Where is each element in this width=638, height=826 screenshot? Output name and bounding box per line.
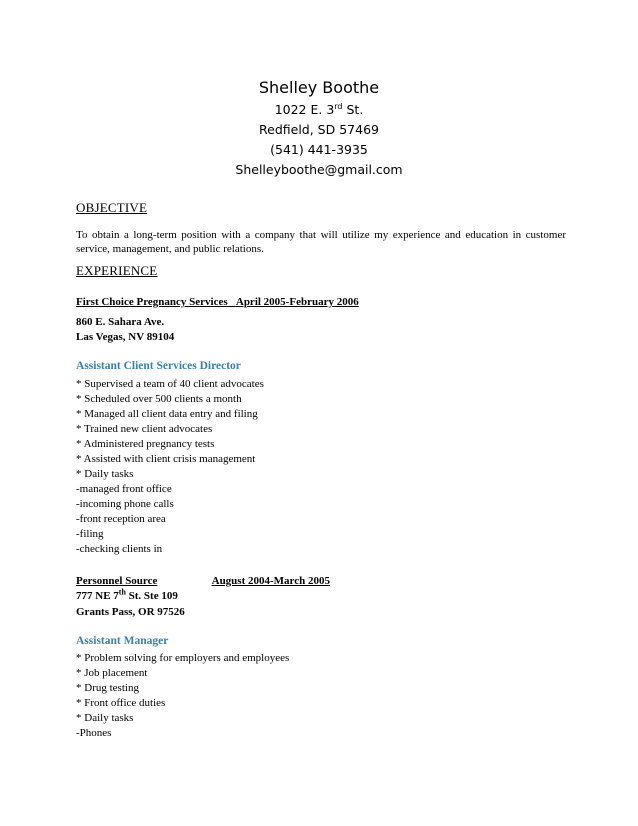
- list-item: * Scheduled over 500 clients a month: [76, 393, 242, 405]
- job-2-company-line: [76, 575, 330, 587]
- list-item: * Daily tasks: [76, 712, 134, 724]
- objective-text: To obtain a long-term position with a company that will utilize my experience and education in customer service, management, and public relations.: [76, 229, 566, 255]
- email-address[interactable]: Shelleyboothe@gmail.com: [235, 162, 403, 177]
- list-item: * Drug testing: [76, 682, 139, 694]
- job-1-title: Assistant Client Services Director: [76, 360, 241, 372]
- list-item: * Administered pregnancy tests: [76, 438, 215, 450]
- list-item: -managed front office: [76, 483, 172, 495]
- objective-heading: OBJECTIVE: [76, 200, 148, 215]
- job-2-address-1: 777 NE 7th St. Ste 109: [76, 587, 178, 602]
- list-item: * Job placement: [76, 667, 148, 679]
- list-item: * Assisted with client crisis management: [76, 453, 256, 465]
- list-item: -filing: [76, 528, 104, 540]
- job-1-duties: [76, 377, 264, 557]
- job-company: First Choice Pregnancy Services: [76, 296, 228, 308]
- list-item: -Phones: [76, 727, 112, 739]
- job-1-address-1: 860 E. Sahara Ave.: [76, 316, 165, 328]
- list-item: * Front office duties: [76, 697, 166, 709]
- list-item: -front reception area: [76, 513, 166, 525]
- list-item: * Managed all client data entry and filing: [76, 408, 258, 420]
- job-dates: April 2005-February 2006: [235, 296, 359, 308]
- phone-number: (541) 441-3935: [270, 142, 368, 157]
- list-item: * Supervised a team of 40 client advocates: [76, 378, 264, 390]
- street-address: 1022 E. 3rd St.: [274, 101, 364, 117]
- job-1-address-2: Las Vegas, NV 89104: [76, 331, 175, 343]
- job-2-address-2: Grants Pass, OR 97526: [76, 606, 185, 618]
- list-item: * Problem solving for employers and employees: [76, 652, 290, 664]
- resume-name: Shelley Boothe: [258, 78, 380, 97]
- list-item: * Daily tasks: [76, 468, 134, 480]
- job-company: Personnel Source: [76, 575, 158, 587]
- job-2-duties: [76, 651, 289, 741]
- experience-heading: EXPERIENCE: [76, 263, 158, 278]
- list-item: -incoming phone calls: [76, 498, 174, 510]
- job-1-company-line: [76, 296, 359, 308]
- job-dates: August 2004-March 2005: [211, 575, 330, 587]
- list-item: -checking clients in: [76, 543, 163, 555]
- city-state-zip: Redfield, SD 57469: [259, 122, 379, 137]
- job-2-title: Assistant Manager: [76, 635, 169, 647]
- list-item: * Trained new client advocates: [76, 423, 213, 435]
